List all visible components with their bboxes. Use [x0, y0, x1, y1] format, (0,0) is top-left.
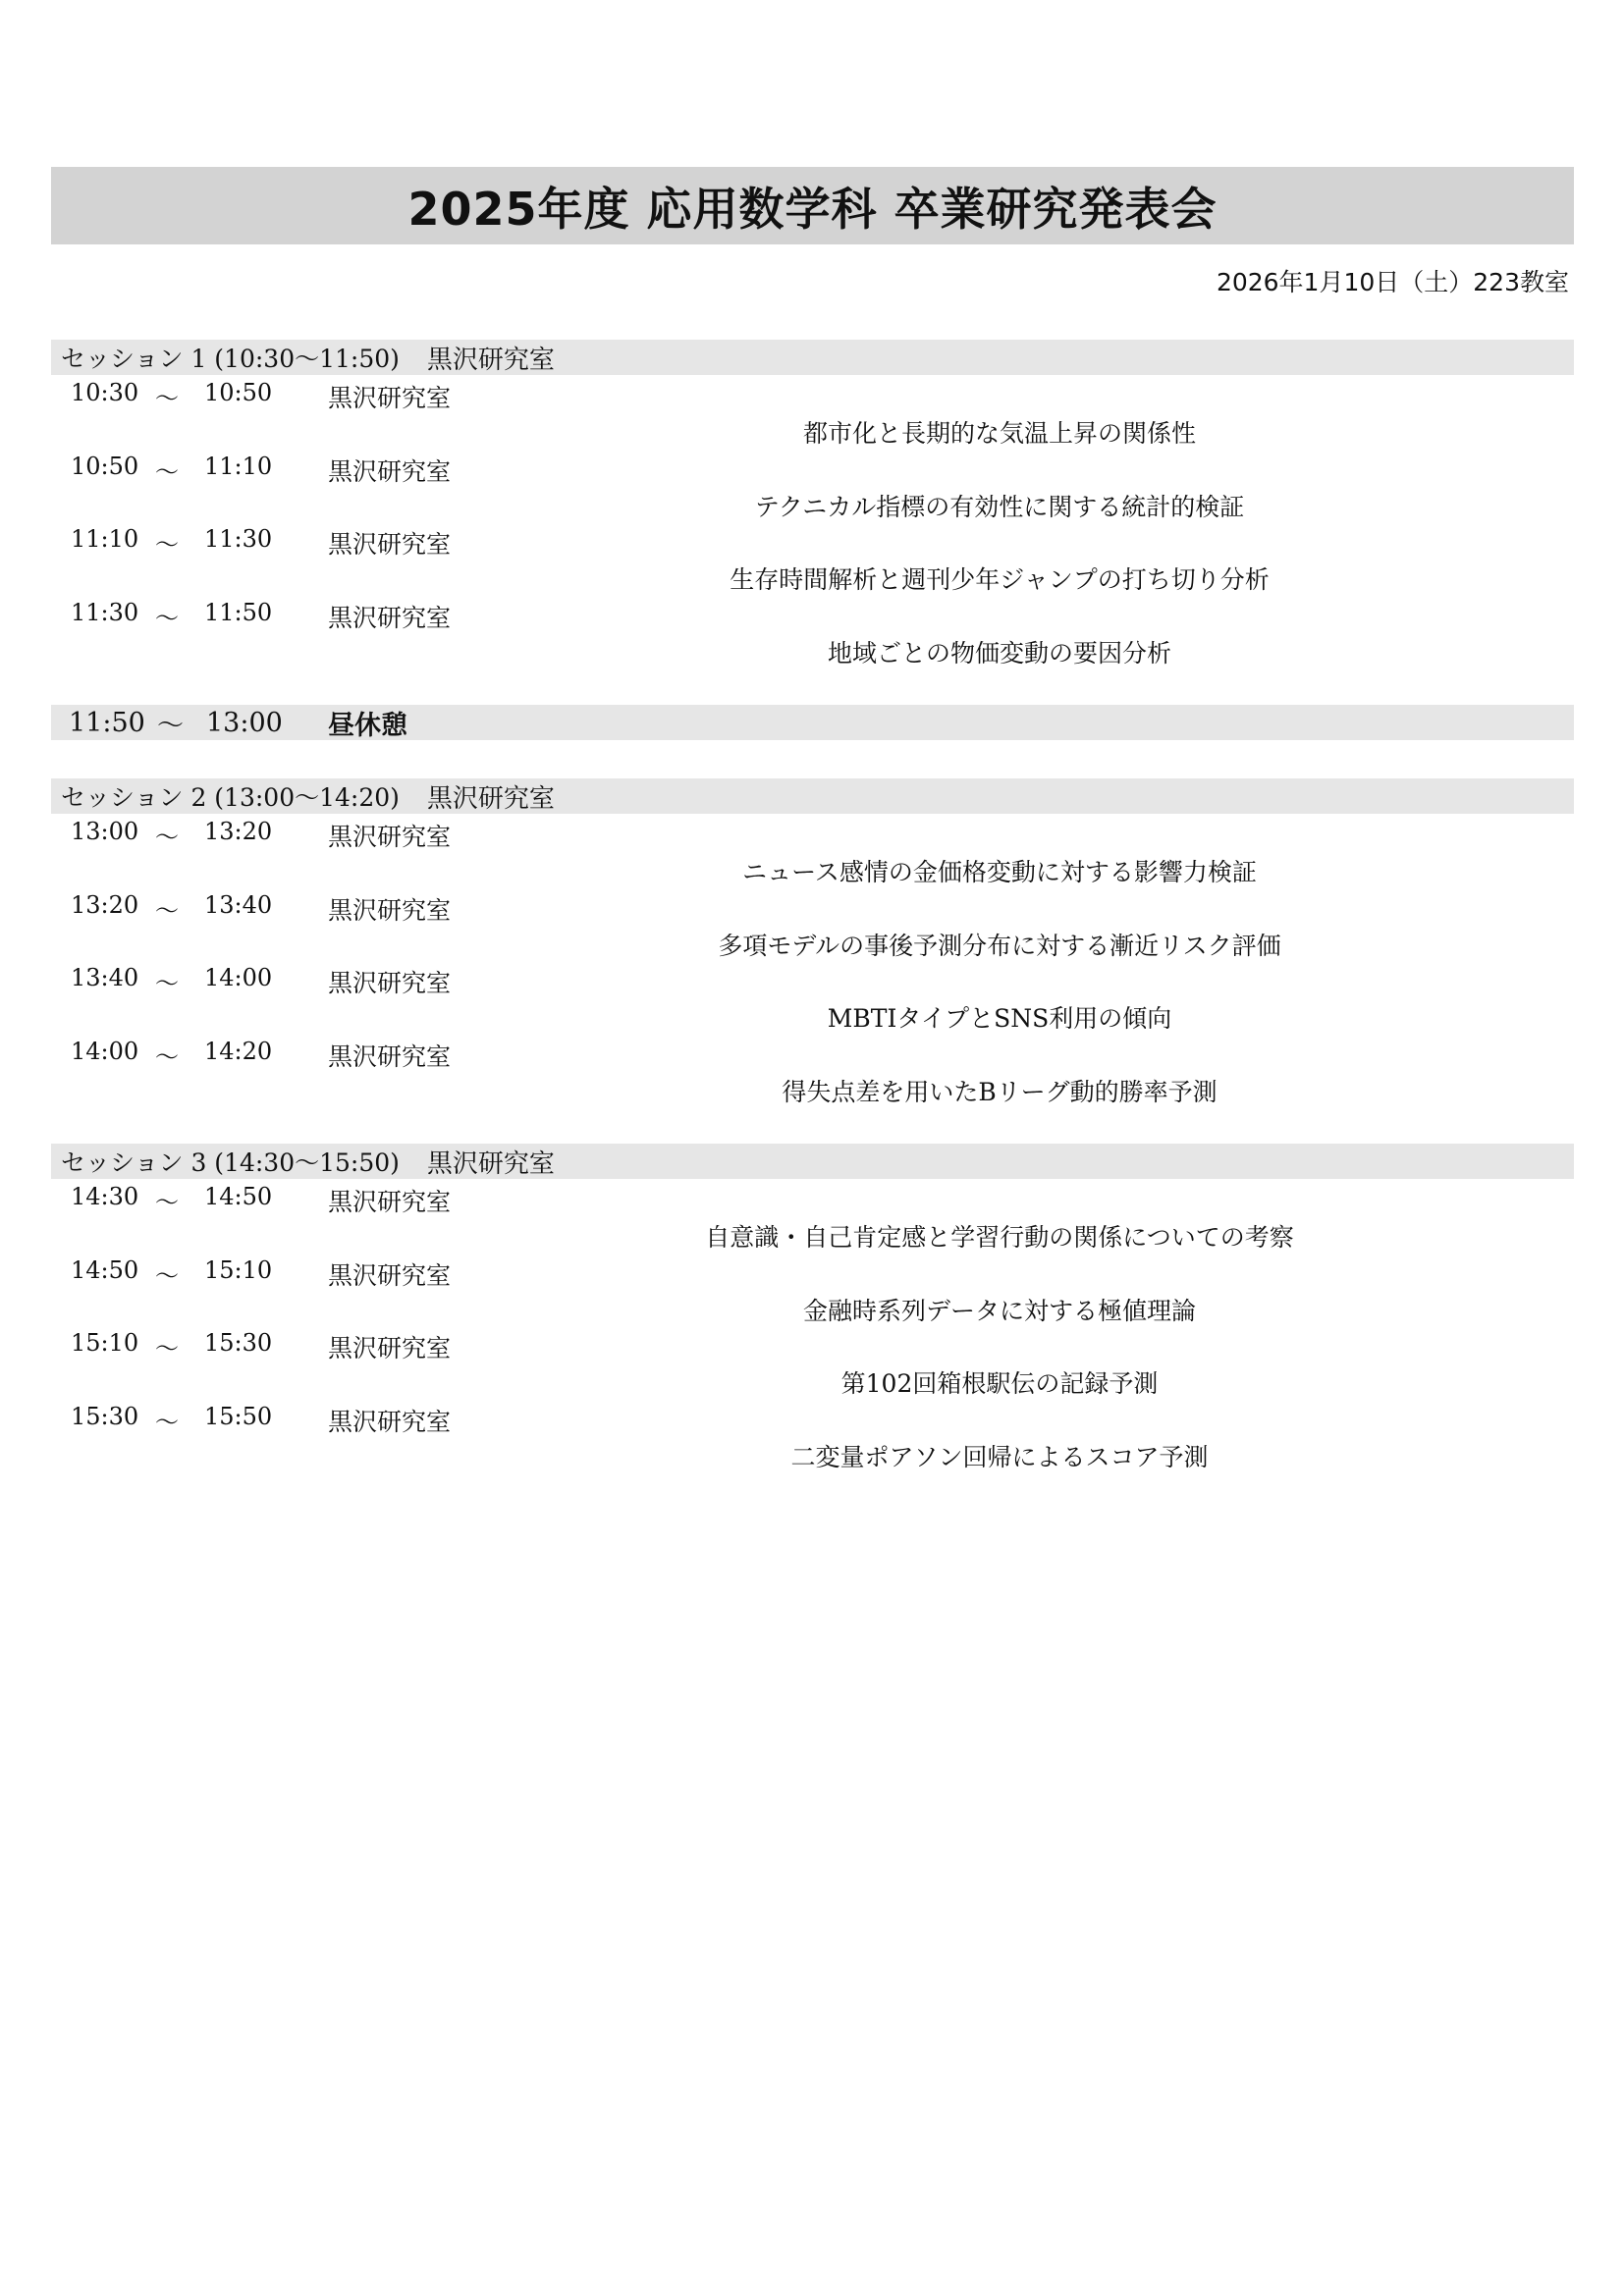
talk-title: テクニカル指標の有効性に関する統計的検証 — [754, 492, 1245, 521]
tilde: 〜 — [155, 1042, 179, 1071]
tilde: 〜 — [155, 970, 179, 997]
page-title: 2025年度 応用数学科 卒業研究発表会 — [407, 182, 1218, 236]
session-header — [51, 340, 1574, 375]
end-time: 15:10 — [204, 1255, 273, 1284]
lab-name: 黒沢研究室 — [328, 1188, 452, 1216]
end-time: 14:50 — [204, 1183, 273, 1210]
start-time: 10:50 — [71, 452, 139, 480]
end-time: 13:40 — [204, 890, 273, 919]
talk-title: ニュース感情の金価格変動に対する影響力検証 — [742, 858, 1257, 886]
talk-title: 二変量ポアソン回帰によるスコア予測 — [790, 1442, 1209, 1471]
list-item — [51, 1399, 1574, 1472]
end-time: 11:50 — [204, 598, 273, 626]
lab-name: 黒沢研究室 — [328, 823, 452, 851]
talk-title: 金融時系列データに対する極値理論 — [802, 1296, 1196, 1325]
break-end-time: 13:00 — [206, 707, 283, 738]
lab-name: 黒沢研究室 — [328, 530, 452, 559]
session-label: セッション 3 (14:30〜15:50) — [61, 1148, 400, 1177]
session-label: セッション 1 (10:30〜11:50) — [61, 345, 400, 373]
start-time: 14:50 — [71, 1255, 139, 1284]
break-start-time: 11:50 — [69, 707, 145, 738]
tilde: 〜 — [155, 457, 179, 486]
start-time: 13:00 — [71, 818, 139, 845]
session-3 — [51, 1144, 1574, 1471]
start-time: 15:10 — [71, 1329, 139, 1357]
session-room: 黒沢研究室 — [426, 345, 555, 375]
lab-name: 黒沢研究室 — [328, 1260, 452, 1290]
list-item — [51, 449, 1574, 522]
tilde: 〜 — [155, 1261, 179, 1290]
session-label: セッション 2 (13:00〜14:20) — [61, 783, 400, 812]
lab-name: 黒沢研究室 — [328, 1334, 452, 1362]
lab-name: 黒沢研究室 — [328, 1041, 452, 1071]
start-time: 13:20 — [71, 890, 139, 919]
tilde: 〜 — [155, 1335, 179, 1362]
tilde: 〜 — [155, 1189, 179, 1216]
list-item — [51, 521, 1574, 595]
start-time: 11:30 — [71, 598, 139, 626]
tilde: 〜 — [155, 531, 179, 559]
lab-name: 黒沢研究室 — [328, 603, 452, 632]
list-item — [51, 814, 1574, 887]
lab-name: 黒沢研究室 — [328, 384, 452, 412]
start-time: 15:30 — [71, 1402, 139, 1430]
start-time: 10:30 — [71, 379, 139, 406]
start-time: 11:10 — [71, 525, 139, 553]
lab-name: 黒沢研究室 — [328, 1407, 452, 1436]
start-time: 13:40 — [71, 964, 139, 991]
tilde: 〜 — [155, 824, 179, 851]
talk-title: 生存時間解析と週刊少年ジャンプの打ち切り分析 — [730, 565, 1270, 594]
talk-title: 多項モデルの事後予測分布に対する漸近リスク評価 — [718, 931, 1281, 960]
tilde: 〜 — [157, 710, 184, 741]
list-item — [51, 1034, 1574, 1107]
tilde: 〜 — [155, 385, 179, 412]
start-time: 14:00 — [71, 1037, 139, 1065]
list-item — [51, 1325, 1574, 1399]
event-date: 2026年1月10日（土）223教室 — [1216, 268, 1569, 296]
list-item — [51, 1253, 1574, 1326]
list-item — [51, 375, 1574, 449]
session-header — [51, 1144, 1574, 1179]
list-item — [51, 1179, 1574, 1253]
talk-title: MBTIタイプとSNS利用の傾向 — [827, 1004, 1172, 1033]
end-time: 15:30 — [204, 1329, 273, 1357]
session-room: 黒沢研究室 — [426, 1148, 555, 1179]
end-time: 14:00 — [204, 964, 273, 991]
end-time: 13:20 — [204, 818, 273, 845]
end-time: 11:30 — [204, 525, 273, 553]
break-label: 昼休憩 — [328, 710, 407, 741]
talk-title: 第102回箱根駅伝の記録予測 — [840, 1369, 1159, 1398]
end-time: 14:20 — [204, 1037, 273, 1065]
end-time: 15:50 — [204, 1402, 273, 1430]
session-1 — [51, 340, 1574, 667]
talk-title: 地域ごとの物価変動の要因分析 — [827, 638, 1171, 667]
list-item — [51, 960, 1574, 1034]
list-item — [51, 887, 1574, 961]
tilde: 〜 — [155, 1408, 179, 1436]
tilde: 〜 — [155, 604, 179, 632]
title-bar — [51, 167, 1574, 244]
start-time: 14:30 — [71, 1183, 139, 1210]
lab-name: 黒沢研究室 — [328, 969, 452, 997]
tilde: 〜 — [155, 896, 179, 925]
talk-title: 都市化と長期的な気温上昇の関係性 — [802, 419, 1196, 448]
end-time: 11:10 — [204, 452, 273, 480]
talk-title: 自意識・自己肯定感と学習行動の関係についての考察 — [705, 1223, 1294, 1252]
lab-name: 黒沢研究室 — [328, 456, 452, 486]
session-header — [51, 778, 1574, 814]
end-time: 10:50 — [204, 379, 273, 406]
list-item — [51, 595, 1574, 668]
lab-name: 黒沢研究室 — [328, 895, 452, 925]
talk-title: 得失点差を用いたBリーグ動的勝率予測 — [782, 1077, 1218, 1106]
session-room: 黒沢研究室 — [426, 783, 555, 814]
lunch-break-row — [51, 705, 1574, 740]
session-2 — [51, 778, 1574, 1106]
